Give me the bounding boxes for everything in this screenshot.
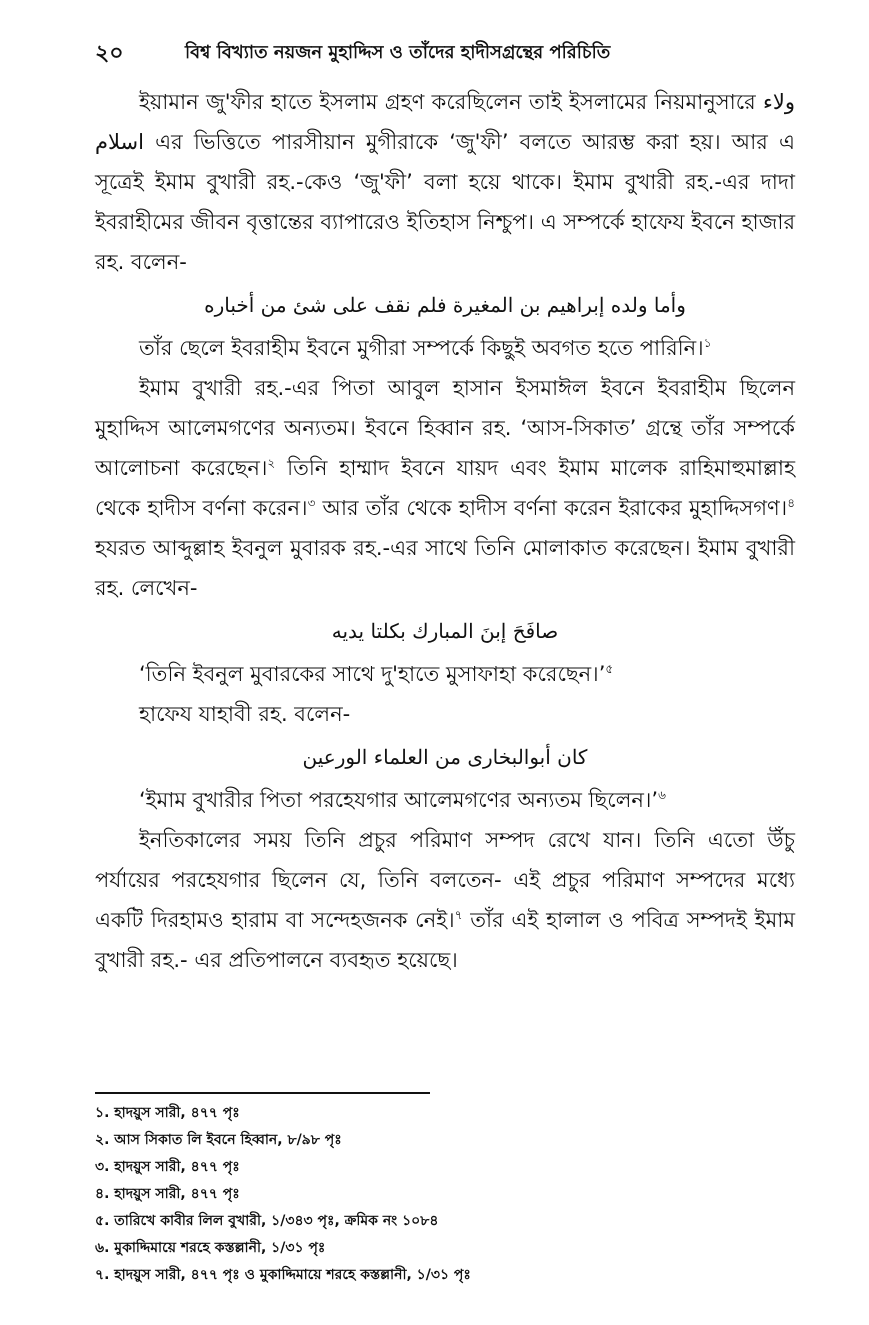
- page-header: [95, 36, 815, 72]
- page-number: ২০: [95, 41, 124, 66]
- page-body: [95, 82, 795, 980]
- paragraph-3-text-a: ইমাম বুখারী রহ.-এর পিতা আবুল হাসান ইসমাঈল ইবনে ইবরাহীম ছিলেন মুহাদ্দিস আলেমগণের অন্যতম। ইবনে হিব্বান রহ. ‘আস-সিকাত’ গ্রন্থে তাঁর সম্পর্কে আলোচনা করেছেন।: [95, 376, 795, 480]
- footnote-ref-1: ১: [703, 336, 712, 350]
- paragraph-7: [95, 820, 795, 980]
- paragraph-1-text-b: এর ভিত্তিতে পারসীয়ান মুগীরাকে ‘জু'ফী’ বলতে আরম্ভ করা হয়। আর এ সূত্রেই ইমাম বুখারী রহ.-কেও ‘জু'ফী’ বলা হয়ে থাকে। ইমাম বুখারী রহ.-এর দাদা ইবরাহীমের জীবন বৃত্তান্তের ব্যাপারেও ইতিহাস নিশ্চুপ। এ সম্পর্কে হাফেয ইবনে হাজার রহ. বলেন-: [95, 130, 795, 274]
- footnote-ref-7: ৭: [454, 908, 463, 922]
- footnote-5: ৫. তারিখে কাবীর লিল বুখারী, ১/৩৪৩ পৃঃ, ক্রমিক নং ১০৮৪: [95, 1213, 439, 1229]
- footnote-ref-3: ৩: [307, 496, 316, 510]
- footnote-4: ৪. হাদয়ুস সারী, ৪৭৭ পৃঃ: [95, 1186, 240, 1202]
- footnote-separator: [95, 1092, 430, 1094]
- paragraph-6-text: ‘ইমাম বুখারীর পিতা পরহেযগার আলেমগণের অন্যতম ছিলেন।’: [139, 788, 659, 812]
- footnote-ref-4: ৪: [787, 496, 795, 510]
- paragraph-2: [95, 328, 795, 368]
- footnote-7: ৭. হাদয়ুস সারী, ৪৭৭ পৃঃ ও মুকাদ্দিমায়ে শরহে কস্তল্লানী, ১/৩১ পৃঃ: [95, 1267, 471, 1283]
- paragraph-6: [95, 780, 795, 820]
- footnotes: [95, 1100, 795, 1289]
- arabic-quote-3: كان أبوالبخارى من العلماء الورعين: [302, 745, 588, 769]
- footnote-ref-2: ২: [267, 456, 276, 470]
- paragraph-7-text-a: ইনতিকালের সময় তিনি প্রচুর পরিমাণ সম্পদ রেখে যান। তিনি এতো উঁচু পর্যায়ের পরহেযগার ছিলেন যে, তিনি বলতেন- এই প্রচুর পরিমাণ সম্পদের মধ্যে একটি দিরহামও হারাম বা সন্দেহজনক নেই।: [95, 828, 795, 932]
- inline-arabic-phrase: ولاء اسلام: [95, 90, 795, 154]
- footnote-2: ২. আস সিকাত লি ইবনে হিব্বান, ৮/৯৮ পৃঃ: [95, 1132, 342, 1148]
- paragraph-3-text-b: তিনি হাম্মাদ ইবনে যায়দ এবং ইমাম মালেক রাহিমাহুমাল্লাহ থেকে হাদীস বর্ণনা করেন।: [95, 456, 795, 520]
- paragraph-2-text: তাঁর ছেলে ইবরাহীম ইবনে মুগীরা সম্পর্কে কিছুই অবগত হতে পারিনি।: [139, 336, 704, 360]
- arabic-quote-1: وأما ولده إبراهيم بن المغيرة فلم نقف على شئ من أخباره: [204, 293, 686, 317]
- paragraph-5: হাফেয যাহাবী রহ. বলেন-: [139, 702, 351, 726]
- footnote-3: ৩. হাদয়ুস সারী, ৪৭৭ পৃঃ: [95, 1159, 240, 1175]
- paragraph-1: [95, 82, 795, 282]
- paragraph-3-text-d: হযরত আব্দুল্লাহ ইবনুল মুবারক রহ.-এর সাথে তিনি মোলাকাত করেছেন। ইমাম বুখারী রহ. লেখেন-: [95, 536, 795, 600]
- paragraph-3: [95, 368, 795, 608]
- paragraph-3-text-c: আর তাঁর থেকে হাদীস বর্ণনা করেন ইরাকের মুহাদ্দিসগণ।: [315, 496, 788, 520]
- footnote-6: ৬. মুকাদ্দিমায়ে শরহে কস্তল্লানী, ১/৩১ পৃঃ: [95, 1240, 326, 1256]
- footnote-ref-6: ৬: [658, 788, 666, 802]
- footnote-ref-5: ৫: [605, 662, 614, 676]
- arabic-quote-2: صافَحَ إبنَ المبارك بكلتا يديه: [331, 619, 559, 643]
- footnote-1: ১. হাদয়ুস সারী, ৪৭৭ পৃঃ: [95, 1105, 240, 1121]
- running-title: বিশ্ব বিখ্যাত নয়জন মুহাদ্দিস ও তাঁদের হাদীসগ্রন্থের পরিচিতি: [185, 42, 611, 63]
- paragraph-4: [95, 654, 795, 694]
- paragraph-7-text-b: তাঁর এই হালাল ও পবিত্র সম্পদই ইমাম বুখারী রহ.- এর প্রতিপালনে ব্যবহৃত হয়েছে।: [95, 908, 795, 972]
- paragraph-1-text-a: ইয়ামান জু'ফীর হাতে ইসলাম গ্রহণ করেছিলেন তাই ইসলামের নিয়মানুসারে: [139, 90, 763, 114]
- paragraph-4-text: ‘তিনি ইবনুল মুবারকের সাথে দু'হাতে মুসাফাহা করেছেন।’: [139, 662, 606, 686]
